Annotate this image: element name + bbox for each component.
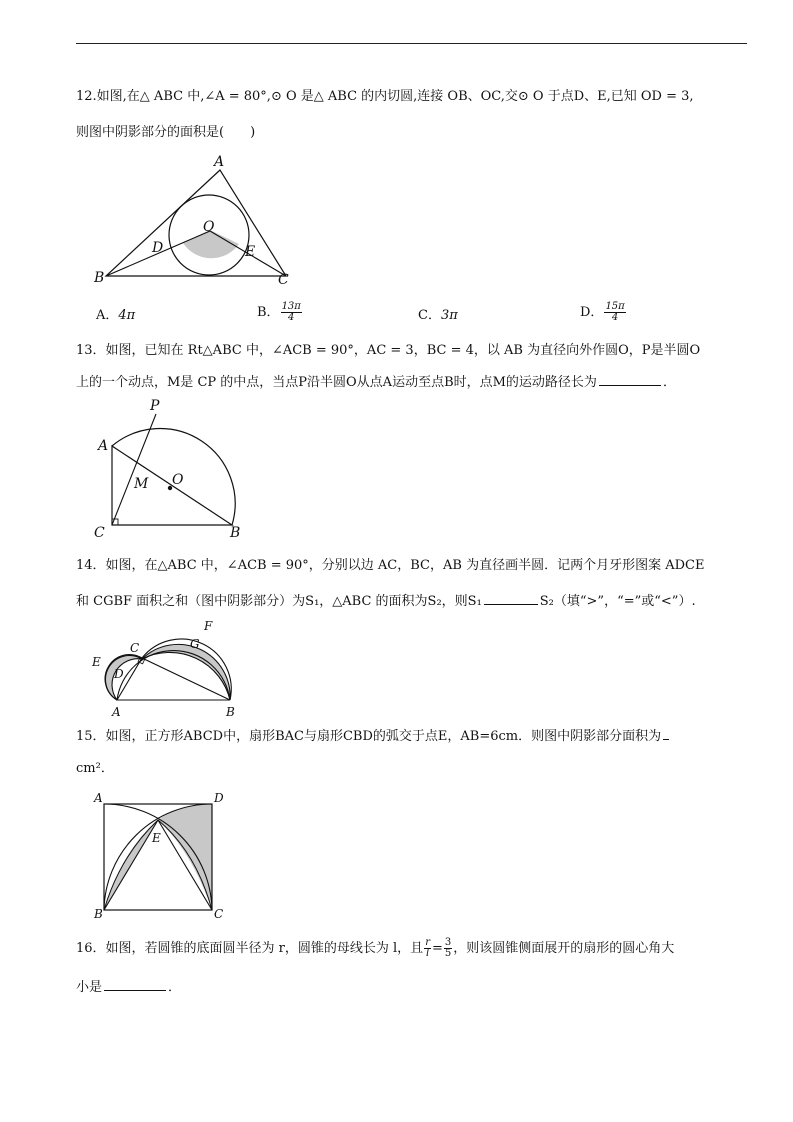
q12-label-b: B <box>94 270 105 286</box>
q12-option-b[interactable]: B． $\frac{13\pi}{4}$ <box>257 301 301 323</box>
q15-label-b: B <box>94 907 103 921</box>
q12-figure <box>90 150 310 290</box>
q12-label-c: C <box>278 272 289 288</box>
q12-option-d[interactable]: D． $\frac{15\pi}{4}$ <box>580 301 625 323</box>
q16-text-line2: 小是 ． <box>76 980 182 995</box>
q14-label-g: G <box>190 637 200 651</box>
q13-figure <box>92 398 252 543</box>
q14-shaded-right <box>142 644 230 700</box>
q13-label-b: B <box>230 525 241 541</box>
q12-option-a[interactable]: A．4π <box>96 308 136 323</box>
q14-label-f: F <box>204 619 213 633</box>
q12-label-e: E <box>245 244 256 260</box>
q15-text-line1: 15．如图，正方形ABCD中，扇形BAC与扇形CBD的弧交于点E，AB=6cm．则图中阴影部分面积为 <box>76 728 671 745</box>
q13-label-c: C <box>94 525 105 541</box>
q13-answer-blank[interactable] <box>599 374 661 386</box>
q12-text-line2: 则图中阴影部分的面积是( ) <box>76 125 256 140</box>
q15-label-a: A <box>94 791 103 805</box>
q14-label-c: C <box>130 641 140 655</box>
q14-label-b: B <box>226 705 235 719</box>
q14-text-line2: 和 CGBF 面积之和（图中阴影部分）为S₁，△ABC 的面积为S₂，则S₁ S₂（填“>”，“=”或“<”）. <box>76 594 696 609</box>
q13-text-line2: 上的一个动点，M是 CP 的中点，当点P沿半圆O从点A运动至点B时，点M的运动路径长为 ． <box>76 375 676 390</box>
q13-text-line1: 13．如图，已知在 Rt△ABC 中，∠ACB = 90°，AC = 3，BC = 4，以 AB 为直径向外作圆O，P是半圆O <box>76 343 701 358</box>
q15-segment-be <box>104 820 158 910</box>
q12-label-a: A <box>214 154 225 170</box>
q16-answer-blank[interactable] <box>104 979 166 991</box>
q15-label-e: E <box>152 831 161 845</box>
q15-figure <box>92 790 232 920</box>
q14-text-line1: 14．如图，在△ABC 中，∠ACB = 90°，分别以边 AC，BC，AB 为直径画半圆．记两个月牙形图案 ADCE <box>76 558 705 573</box>
q14-label-e: E <box>92 655 101 669</box>
q12-option-c[interactable]: C．3π <box>418 308 458 323</box>
q12-text-line1: 12.如图,在△ ABC 中,∠A = 80°,⊙ O 是△ ABC 的内切圆,连接 OB、OC,交⊙ O 于点D、E,已知 OD = 3, <box>76 89 694 104</box>
q14-label-d: D <box>114 667 124 681</box>
q13-label-o: O <box>172 472 184 488</box>
q14-answer-blank[interactable] <box>484 593 538 605</box>
q12-label-d: D <box>152 240 164 256</box>
q13-label-p: P <box>150 398 160 414</box>
q15-answer-blank[interactable] <box>663 728 669 740</box>
q13-segment-cp <box>112 414 156 525</box>
q13-label-a: A <box>98 438 109 454</box>
q16-text-line1: 16．如图，若圆锥的底面圆半径为 r，圆锥的母线长为 l，且 $\frac{r}{l}$ = $\frac{3}{5}$ ，则该圆锥侧面展开的扇形的圆心角大 <box>76 937 675 959</box>
q14-shaded-left <box>105 655 142 700</box>
q14-figure <box>90 616 250 720</box>
header-rule <box>76 43 747 44</box>
q13-label-m: M <box>134 476 149 492</box>
q15-text-line2: cm²． <box>76 761 114 776</box>
q15-label-d: D <box>214 791 224 805</box>
q14-label-a: A <box>112 705 121 719</box>
q12-label-o: O <box>203 219 215 235</box>
q15-shaded-upper <box>158 804 212 910</box>
q15-label-c: C <box>214 907 224 921</box>
